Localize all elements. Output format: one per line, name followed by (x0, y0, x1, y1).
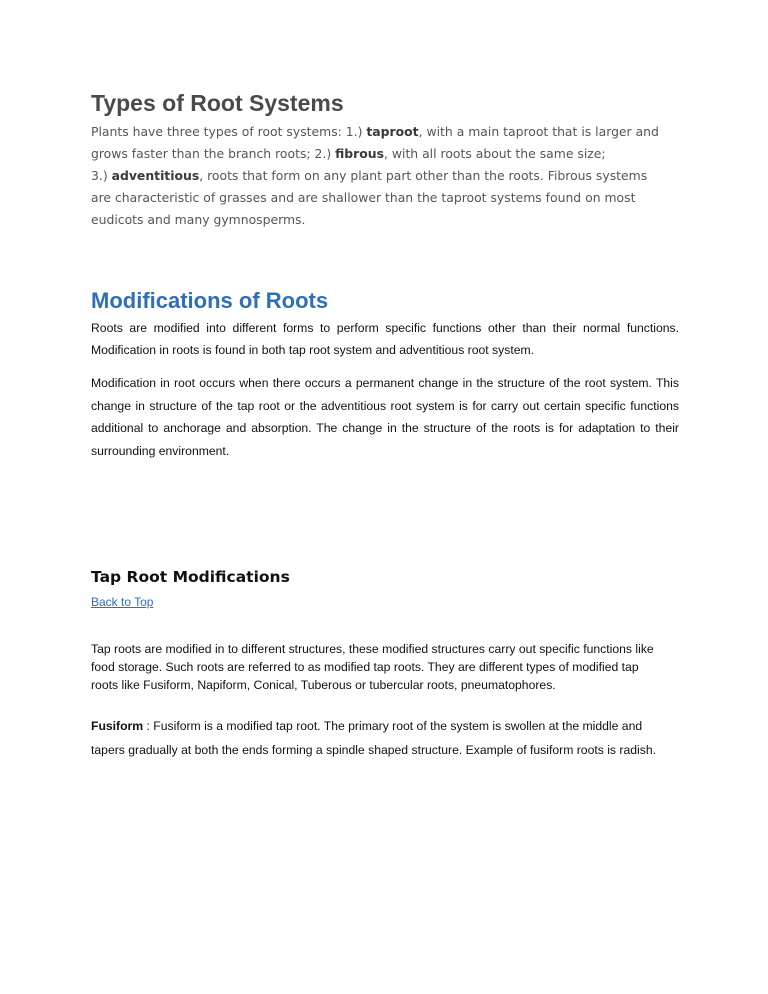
types-of-root-systems-heading: Types of Root Systems (91, 90, 344, 116)
paragraph-line: Tap roots are modified in to different structures, these modified structures carry out specific functions like (91, 642, 654, 656)
tap-root-paragraph (91, 640, 691, 694)
term-adventitious: adventitious (111, 168, 200, 183)
modifications-of-roots-heading: Modifications of Roots (91, 288, 329, 313)
paragraph-line (91, 714, 711, 738)
modifications-paragraph-2: Modification in root occurs when there occurs a permanent change in the structure of the root system. This change in structure of the tap root or the adventitious root system is for carry out certain specific functions additional to anchorage and absorption. The change in the structure of the roots is for adaptation to their surrounding environment. (91, 376, 679, 458)
paragraph-line: eudicots and many gymnosperms. (91, 212, 306, 227)
text-run: 3.) (91, 168, 112, 183)
text-run: Plants have three types of root systems: 1.) (91, 124, 367, 139)
text-run: , roots that form on any plant part other than the roots. Fibrous systems (199, 168, 648, 183)
modifications-paragraph-1: Roots are modified into different forms to perform specific functions other than their normal functions. Modification in roots is found in both tap root system and adventitious root system. (91, 321, 679, 357)
paragraph-line: are characteristic of grasses and are shallower than the taproot systems found on most (91, 190, 636, 205)
paragraph-line (91, 143, 691, 165)
text-run: , with a main taproot that is larger and (418, 124, 659, 139)
fusiform-paragraph (91, 714, 711, 762)
term-fibrous: fibrous (335, 146, 384, 161)
paragraph-line: tapers gradually at both the ends forming a spindle shaped structure. Example of fusiform roots is radish. (91, 743, 656, 757)
text-run: : Fusiform is a modified tap root. The primary root of the system is swollen at the middle and (143, 719, 643, 733)
back-to-top-link[interactable]: Back to Top (91, 595, 154, 609)
tap-root-modifications-heading: Tap Root Modifications (91, 568, 290, 586)
root-systems-paragraph (91, 121, 691, 231)
paragraph-line (91, 165, 691, 187)
term-taproot: taproot (366, 124, 419, 139)
paragraph-line: roots like Fusiform, Napiform, Conical, Tuberous or tubercular roots, pneumatophores. (91, 678, 556, 692)
text-run: , with all roots about the same size; (383, 146, 606, 161)
paragraph-line (91, 121, 691, 143)
text-run: grows faster than the branch roots; 2.) (91, 146, 336, 161)
paragraph-line: food storage. Such roots are referred to as modified tap roots. They are different types of modified tap (91, 660, 639, 674)
term-fusiform: Fusiform (91, 719, 144, 733)
